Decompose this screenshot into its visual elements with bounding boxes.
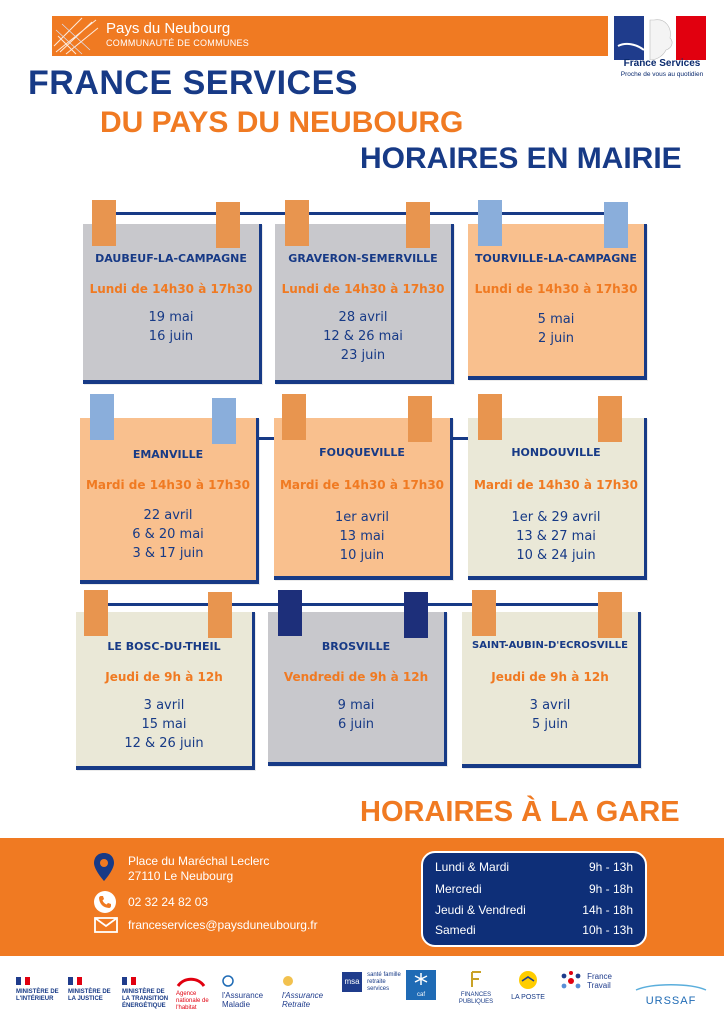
- card-hondouville: [468, 418, 647, 580]
- email-address: franceservices@paysduneubourg.fr: [128, 918, 318, 932]
- card-date: 19 mai: [148, 310, 194, 325]
- la-poste-logo: LA POSTE: [506, 970, 550, 1001]
- tape: [282, 394, 306, 440]
- card-name: DAUBEUF-LA-CAMPAGNE: [95, 252, 247, 265]
- gare-title: HORAIRES À LA GARE: [360, 796, 680, 828]
- card-date: 12 & 26 mai: [323, 329, 403, 344]
- string-line-1: [100, 212, 620, 215]
- assurance-retraite-logo: l'Assurance Retraite: [282, 972, 338, 1009]
- card-dates: [76, 696, 252, 753]
- card-dates: [468, 508, 644, 565]
- card-date: 13 mai: [339, 529, 385, 544]
- france-travail-dots-icon: [560, 970, 582, 992]
- card-date: 23 juin: [340, 348, 386, 363]
- schedule-days: Samedi: [435, 923, 476, 937]
- tape: [604, 202, 628, 248]
- anah-arc-icon: [176, 977, 206, 987]
- assurance-maladie-icon: [222, 975, 234, 987]
- caf-snowflake-icon: [406, 970, 436, 988]
- card-hours: Lundi de 14h30 à 17h30: [89, 282, 253, 296]
- card-date: 13 & 27 mai: [516, 529, 596, 544]
- tape: [406, 202, 430, 248]
- card-name: TOURVILLE-LA-CAMPAGNE: [475, 252, 637, 265]
- urssaf-logo: URSSAF: [632, 976, 710, 1007]
- phone-number: 02 32 24 82 03: [128, 895, 209, 909]
- card-name: BROSVILLE: [321, 640, 391, 653]
- location-pin-icon: [92, 852, 116, 882]
- card-dates: [80, 506, 256, 563]
- schedule-hours: 10h - 13h: [582, 923, 633, 937]
- card-date: 6 & 20 mai: [132, 527, 204, 542]
- address-line-1: Place du Maréchal Leclerc: [128, 854, 270, 868]
- finances-f-icon: [469, 970, 483, 988]
- assurance-maladie-logo: l'Assurance Maladie: [222, 972, 278, 1009]
- ministere-justice-logo: MINISTÈRE DE LA JUSTICE: [68, 970, 112, 1003]
- anah-logo: Agence nationale de l'habitat: [176, 972, 212, 1012]
- france-travail-logo: France Travail: [560, 970, 626, 992]
- msa-logo: msa santé famille retraite services: [342, 972, 402, 993]
- ministere-transition-logo: MINISTÈRE DE LA TRANSITION ÉNERGÉTIQUE: [122, 970, 174, 1010]
- card-date: 1er & 29 avril: [511, 510, 601, 525]
- marianne-flag-icon: [68, 977, 82, 985]
- address-line-2: 27110 Le Neubourg: [128, 869, 234, 883]
- phone-icon: [93, 890, 117, 914]
- title-line-3: HORAIRES EN MAIRIE: [360, 142, 682, 175]
- card-date: 5 juin: [531, 717, 569, 732]
- card-date: 2 juin: [537, 331, 575, 346]
- card-date: 22 avril: [143, 508, 193, 523]
- tape: [92, 200, 116, 246]
- gare-schedule-box: [421, 851, 647, 947]
- card-dates: [462, 696, 638, 734]
- schedule-days: Jeudi & Vendredi: [435, 903, 526, 917]
- tape: [278, 590, 302, 636]
- card-hours: Mardi de 14h30 à 17h30: [85, 478, 251, 492]
- mail-icon: [94, 916, 118, 934]
- tape: [90, 394, 114, 440]
- card-date: 5 mai: [537, 312, 575, 327]
- card-date: 6 juin: [337, 717, 375, 732]
- card-dates: [468, 310, 644, 348]
- title-line-2: DU PAYS DU NEUBOURG: [100, 106, 464, 139]
- card-name: LE BOSC-DU-THEIL: [107, 640, 221, 653]
- card-date: 12 & 26 juin: [124, 736, 204, 751]
- pays-du-neubourg-logo-icon: [52, 16, 100, 56]
- tape: [208, 592, 232, 638]
- tape: [216, 202, 240, 248]
- marianne-flag-icon: [122, 977, 136, 985]
- card-dates: [268, 696, 444, 734]
- card-dates: [83, 308, 259, 346]
- card-daubeuf: [83, 224, 262, 384]
- card-hours: Vendredi de 9h à 12h: [283, 670, 429, 684]
- assurance-retraite-icon: [282, 975, 294, 987]
- ministere-interieur-logo: MINISTÈRE DE L'INTÉRIEUR: [16, 970, 60, 1003]
- card-name: HONDOUVILLE: [511, 446, 601, 459]
- card-date: 10 & 24 juin: [516, 548, 596, 563]
- card-hours: Jeudi de 9h à 12h: [105, 670, 223, 684]
- card-hours: Mardi de 14h30 à 17h30: [279, 478, 445, 492]
- tape: [598, 396, 622, 442]
- card-date: 28 avril: [338, 310, 388, 325]
- urssaf-arc-icon: [632, 983, 710, 991]
- tape: [598, 592, 622, 638]
- schedule-hours: 14h - 18h: [582, 903, 633, 917]
- tape: [285, 200, 309, 246]
- tape: [478, 200, 502, 246]
- schedule-hours: 9h - 13h: [588, 860, 633, 874]
- schedule-hours: 9h - 18h: [588, 882, 633, 896]
- card-date: 15 mai: [141, 717, 187, 732]
- org-subtitle: COMMUNAUTÉ DE COMMUNES: [106, 38, 250, 48]
- marianne-flag-icon: [16, 977, 30, 985]
- tape: [478, 394, 502, 440]
- france-services-name: France Services: [623, 58, 701, 69]
- card-date: 3 avril: [529, 698, 571, 713]
- card-name: GRAVERON-SEMERVILLE: [288, 252, 438, 265]
- org-name: Pays du Neubourg: [106, 20, 231, 37]
- caf-logo: caf: [406, 970, 436, 1000]
- finances-publiques-logo: FINANCES PUBLIQUES: [452, 970, 500, 1006]
- card-date: 10 juin: [339, 548, 385, 563]
- tape: [84, 590, 108, 636]
- card-name: EMANVILLE: [132, 448, 204, 461]
- la-poste-bird-icon: [517, 970, 539, 990]
- card-hours: Mardi de 14h30 à 17h30: [473, 478, 639, 492]
- tape: [408, 396, 432, 442]
- tape: [404, 592, 428, 638]
- card-date: 3 avril: [143, 698, 185, 713]
- card-name: SAINT-AUBIN-D'ECROSVILLE: [472, 640, 628, 651]
- card-date: 9 mai: [337, 698, 375, 713]
- card-hours: Lundi de 14h30 à 17h30: [474, 282, 638, 296]
- card-date: 16 juin: [148, 329, 194, 344]
- string-line-3: [100, 603, 620, 606]
- card-name: FOUQUEVILLE: [319, 446, 405, 459]
- tape: [472, 590, 496, 636]
- france-services-tagline: Proche de vous au quotidien: [620, 71, 704, 78]
- card-graveron: [275, 224, 454, 384]
- schedule-days: Mercredi: [435, 882, 482, 896]
- card-hours: Jeudi de 9h à 12h: [491, 670, 609, 684]
- card-date: 1er avril: [335, 510, 389, 525]
- card-dates: [274, 508, 450, 565]
- title-line-1: FRANCE SERVICES: [28, 64, 358, 102]
- card-date: 3 & 17 juin: [132, 546, 204, 561]
- tape: [212, 398, 236, 444]
- card-fouqueville: [274, 418, 453, 580]
- card-hours: Lundi de 14h30 à 17h30: [281, 282, 445, 296]
- schedule-days: Lundi & Mardi: [435, 860, 510, 874]
- card-dates: [275, 308, 451, 365]
